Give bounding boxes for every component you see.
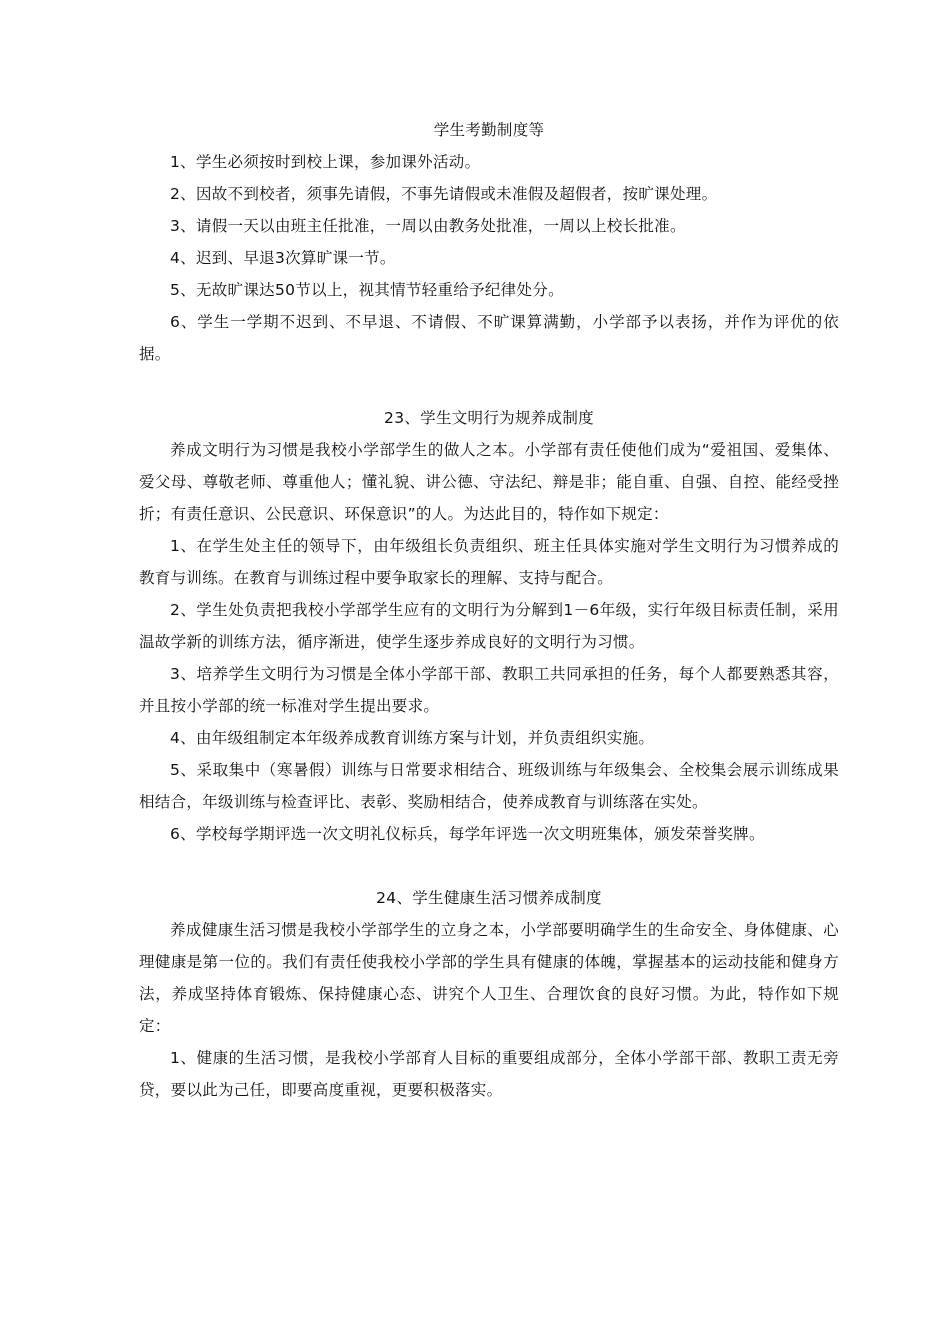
paragraph: 1、在学生处主任的领导下，由年级组长负责组织、班主任具体实施对学生文明行为习惯养成的教育与训练。在教育与训练过程中要争取家长的理解、支持与配合。: [139, 537, 839, 587]
paragraph: 1、健康的生活习惯，是我校小学部育人目标的重要组成部分，全体小学部干部、教职工责无旁贷，要以此为己任，即要高度重视，更要积极落实。: [139, 1049, 839, 1099]
paragraph: 养成健康生活习惯是我校小学部学生的立身之本，小学部要明确学生的生命安全、身体健康、心理健康是第一位的。我们有责任使我校小学部的学生具有健康的体魄，掌握基本的运动技能和健身方法，养成坚持体育锻炼、保持健康心态、讲究个人卫生、合理饮食的良好习惯。为此，特作如下规定：: [139, 921, 839, 1035]
section-title: 23、学生文明行为规养成制度: [384, 409, 594, 427]
paragraph: 5、无故旷课达50节以上，视其情节轻重给予纪律处分。: [170, 281, 564, 299]
document-body: [139, 114, 839, 1106]
section-civilized-behavior: [139, 402, 839, 850]
paragraph: 3、培养学生文明行为习惯是全体小学部干部、教职工共同承担的任务，每个人都要熟悉其容，并且按小学部的统一标准对学生提出要求。: [139, 665, 839, 715]
paragraph: 6、学生一学期不迟到、不早退、不请假、不旷课算满勤，小学部予以表扬，并作为评优的依据。: [139, 313, 839, 363]
paragraph: 2、学生处负责把我校小学部学生应有的文明行为分解到1－6年级，实行年级目标责任制，采用温故学新的训练方法，循序渐进，使学生逐步养成良好的文明行为习惯。: [139, 601, 839, 651]
paragraph: 3、请假一天以由班主任批准，一周以由教务处批准，一周以上校长批准。: [170, 217, 686, 235]
section-attendance: [139, 114, 839, 370]
paragraph: 2、因故不到校者，须事先请假，不事先请假或未准假及超假者，按旷课处理。: [170, 185, 718, 203]
section-title: 学生考勤制度等: [433, 121, 545, 139]
paragraph: 4、迟到、早退3次算旷课一节。: [170, 249, 396, 267]
paragraph: 6、学校每学期评选一次文明礼仪标兵，每学年评选一次文明班集体，颁发荣誉奖牌。: [170, 825, 765, 843]
section-title: 24、学生健康生活习惯养成制度: [376, 889, 602, 907]
paragraph: 5、采取集中（寒暑假）训练与日常要求相结合、班级训练与年级集会、全校集会展示训练成果相结合，年级训练与检查评比、表彰、奖励相结合，使养成教育与训练落在实处。: [139, 761, 839, 811]
paragraph: 1、学生必须按时到校上课，参加课外活动。: [170, 153, 481, 171]
paragraph: 养成文明行为习惯是我校小学部学生的做人之本。小学部有责任使他们成为“爱祖国、爱集体、爱父母、尊敬老师、尊重他人；懂礼貌、讲公德、守法纪、辩是非；能自重、自强、自控、能经受挫折；有责任意识、公民意识、环保意识”的人。为达此目的，特作如下规定：: [139, 441, 839, 523]
section-healthy-living: [139, 882, 839, 1106]
paragraph: 4、由年级组制定本年级养成教育训练方案与计划，并负责组织实施。: [170, 729, 655, 747]
